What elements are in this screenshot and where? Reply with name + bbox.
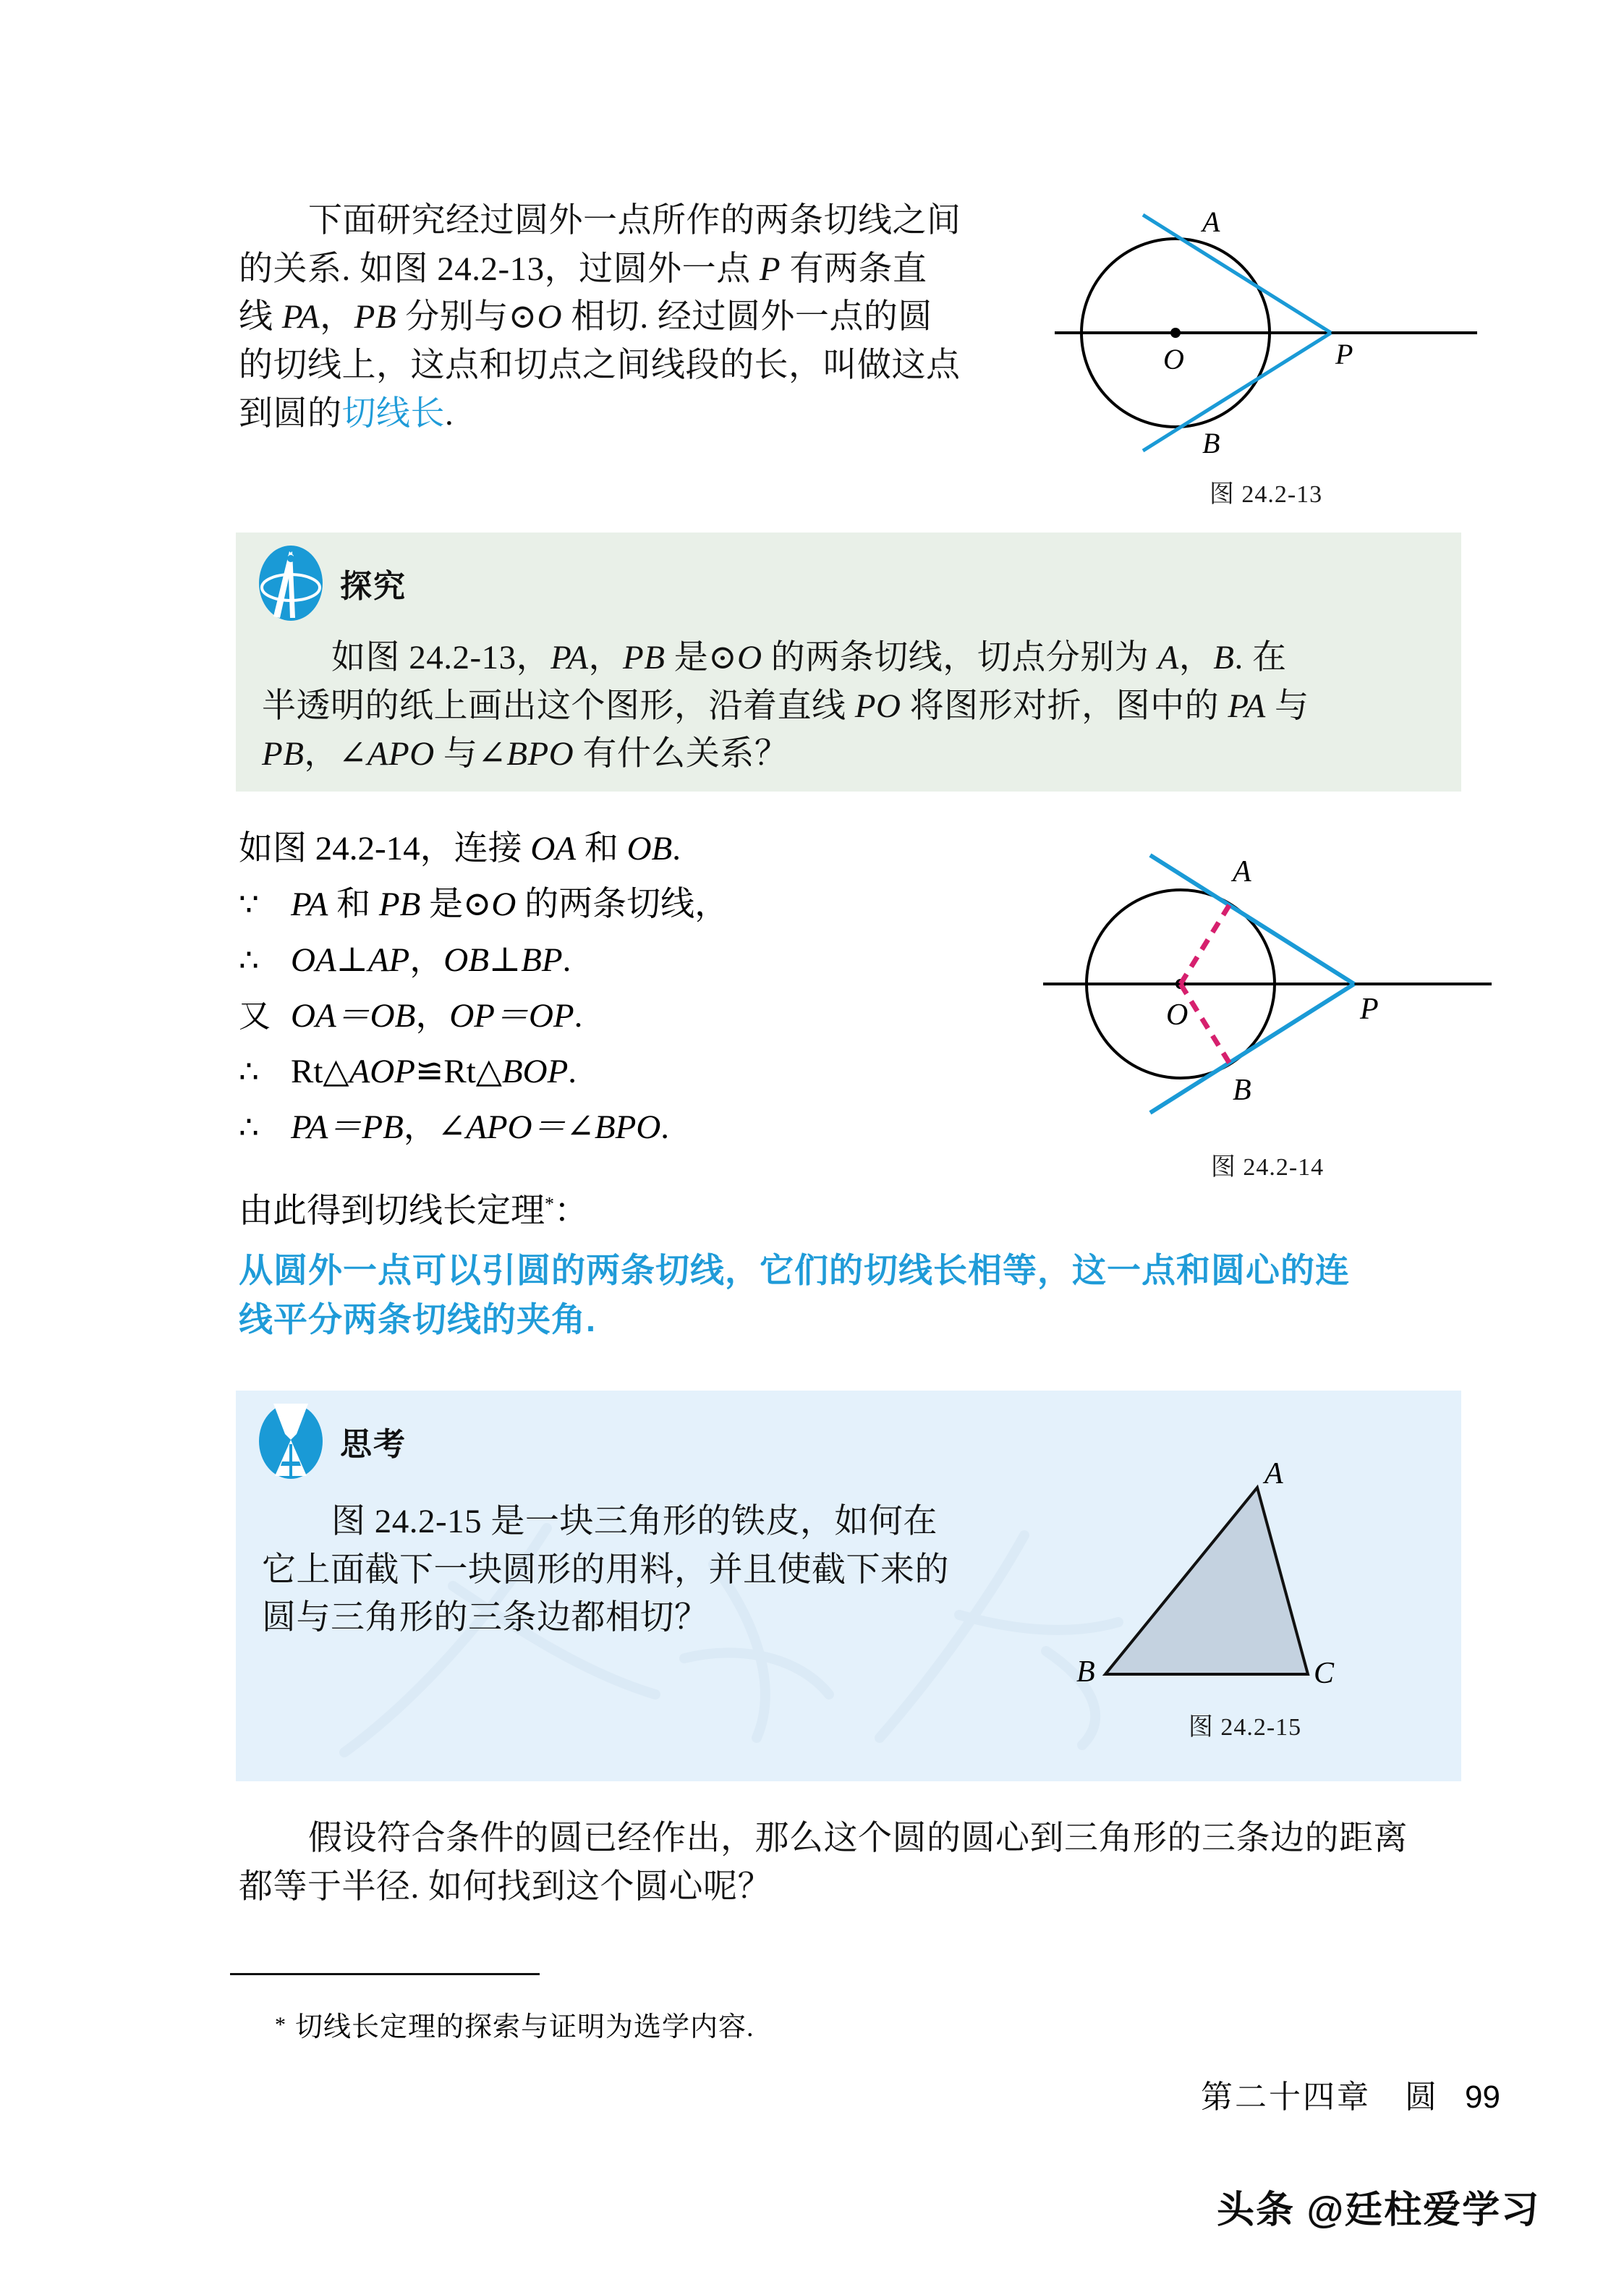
proof-line-5: ∴ Rt△AOP≌Rt△BOP. <box>239 1053 577 1090</box>
explore-panel-header <box>256 543 407 624</box>
explore-line-3: PB，∠APO 与∠BPO 有什么关系？ <box>262 735 789 773</box>
proof-symbol: ∴ <box>239 1054 259 1090</box>
closing-line-1: 假设符合条件的圆已经作出，那么这个圆的圆心到三角形的三条边的距离 <box>308 1820 1408 1857</box>
figure-24-2-13 <box>1042 188 1490 506</box>
intro-line-2: 的关系. 如图 24.2-13，过圆外一点 P 有两条直 <box>239 250 927 288</box>
figure-24-2-13-drawing <box>1042 188 1490 470</box>
footnote <box>275 2004 754 2044</box>
figure-24-2-13-caption: 图 24.2-13 <box>1209 481 1323 508</box>
label-P: P <box>1360 993 1379 1026</box>
figure-24-2-14-drawing <box>1036 839 1499 1143</box>
page-number: 99 <box>1465 2079 1500 2115</box>
proof-line-2: ∵ PA 和 PB 是⊙O 的两条切线， <box>239 886 729 923</box>
explore-badge-label: 探究 <box>340 569 407 604</box>
think-line-2: 它上面截下一块圆形的用料，并且使截下来的 <box>262 1550 949 1589</box>
label-B: B <box>1076 1655 1095 1689</box>
proof-line-1: 如图 24.2-14，连接 OA 和 OB. <box>239 830 681 867</box>
proof-line-6: ∴ PA＝PB，∠APO＝∠BPO. <box>239 1108 670 1146</box>
think-badge-label: 思考 <box>340 1427 407 1462</box>
theorem-lead-star: * <box>545 1193 554 1215</box>
label-C: C <box>1314 1657 1335 1690</box>
intro-line-4: 的切线上，这点和切点之间线段的长，叫做这点 <box>239 347 961 385</box>
page-footer <box>1201 2071 1500 2117</box>
figure-24-2-15-drawing <box>1075 1457 1415 1703</box>
intro-line-5: 到圆的切线长. <box>239 394 454 433</box>
think-panel-header <box>256 1401 407 1482</box>
figure-24-2-14 <box>1036 839 1499 1187</box>
label-B: B <box>1233 1074 1251 1107</box>
figure-24-2-15-caption: 图 24.2-15 <box>1188 1714 1302 1741</box>
think-line-1: 图 24.2-15 是一块三角形的铁皮，如何在 <box>331 1503 938 1540</box>
proof-symbol: ∵ <box>239 887 259 922</box>
label-P: P <box>1335 338 1353 370</box>
theorem-line-1: 从圆外一点可以引圆的两条切线，它们的切线长相等，这一点和圆心的连 <box>239 1251 1350 1289</box>
closing-line-2: 都等于半径. 如何找到这个圆心呢？ <box>239 1867 772 1906</box>
bottom-watermark: 头条 @廷柱爱学习 <box>1217 2189 1541 2231</box>
theorem-lead <box>239 1184 588 1232</box>
compass-globe-icon <box>256 543 326 624</box>
intro-line-1: 下面研究经过圆外一点所作的两条切线之间 <box>308 202 961 239</box>
proof-block <box>239 832 1006 1166</box>
label-B: B <box>1202 427 1220 459</box>
think-panel <box>236 1391 1461 1781</box>
explore-line-2: 半透明的纸上画出这个图形，沿着直线 PO 将图形对折，图中的 PA 与 <box>262 687 1309 725</box>
footnote-marker: * <box>275 2013 286 2037</box>
theorem-line-2: 线平分两条切线的夹角. <box>239 1300 597 1339</box>
theorem-lead-colon: ： <box>554 1192 588 1230</box>
figure-24-2-15 <box>1075 1457 1415 1747</box>
label-O: O <box>1163 343 1184 376</box>
intro-paragraph <box>239 197 1020 438</box>
proof-symbol: 又 <box>239 998 271 1034</box>
footnote-divider <box>230 1973 540 1975</box>
label-O: O <box>1166 998 1189 1032</box>
hourglass-icon <box>256 1401 326 1482</box>
theorem-statement <box>239 1246 1483 1344</box>
proof-line-4: 又 OA＝OB，OP＝OP. <box>239 997 583 1035</box>
explore-panel <box>236 533 1461 792</box>
keyword-tangent-length: 切线长 <box>341 394 445 433</box>
intro-line-3: 线 PA，PB 分别与⊙O 相切. 经过圆外一点的圆 <box>239 298 932 336</box>
explore-line-1: 如图 24.2-13，PA，PB 是⊙O 的两条切线，切点分别为 A，B. 在 <box>331 639 1287 676</box>
proof-symbol: ∴ <box>239 943 259 978</box>
closing-paragraph <box>239 1815 1483 1911</box>
footnote-text: 切线长定理的探索与证明为选学内容. <box>295 2012 754 2042</box>
chapter-footer-label: 第二十四章 圆 <box>1201 2079 1439 2115</box>
think-panel-body <box>262 1498 985 1642</box>
theorem-lead-text: 由此得到切线长定理 <box>239 1192 545 1230</box>
label-A: A <box>1233 855 1251 888</box>
label-A: A <box>1202 205 1220 238</box>
think-line-3: 圆与三角形的三条边都相切？ <box>262 1599 709 1637</box>
proof-line-3: ∴ OA⊥AP，OB⊥BP. <box>239 941 571 979</box>
figure-24-2-14-caption: 图 24.2-14 <box>1210 1154 1325 1181</box>
explore-panel-body <box>262 634 1441 778</box>
label-A: A <box>1264 1457 1283 1490</box>
proof-symbol: ∴ <box>239 1110 259 1145</box>
